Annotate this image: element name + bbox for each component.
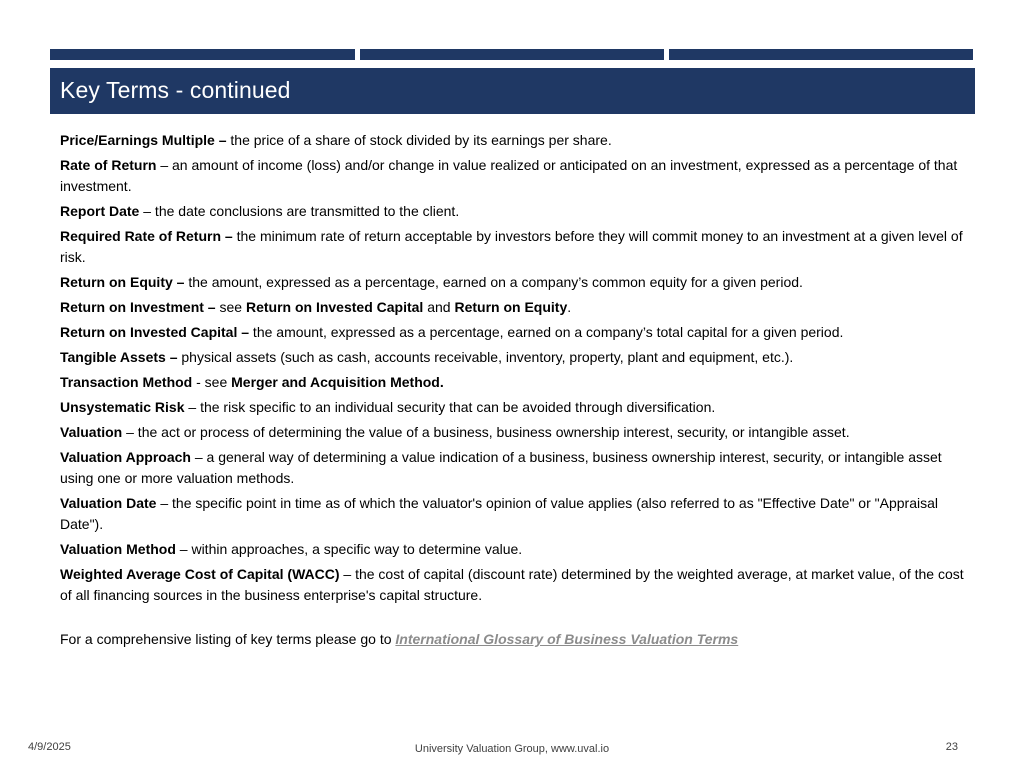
- term-name: Price/Earnings Multiple –: [60, 132, 227, 148]
- term-definition: – a general way of determining a value indication of a business, business ownership interest, security, or intangible asset using one or more valuation methods.: [60, 449, 942, 486]
- term-definition: – the act or process of determining the value of a business, business ownership interest, security, or intangible asset.: [122, 424, 850, 440]
- title-banner: [50, 68, 975, 114]
- page-number: 23: [945, 741, 958, 753]
- term-definition: – within approaches, a specific way to determine value.: [175, 541, 523, 557]
- term-unsystematic-risk: [60, 397, 970, 418]
- term-definition: physical assets (such as cash, accounts receivable, inventory, property, plant and equipment, etc.).: [177, 349, 794, 365]
- term-definition-text: .: [567, 299, 572, 315]
- header-accent-bar-right: [669, 49, 973, 60]
- term-report-date: [60, 201, 970, 222]
- term-return-on-invested-capital: [60, 322, 970, 343]
- term-name: Return on Invested Capital –: [60, 324, 250, 340]
- term-definition: – an amount of income (loss) and/or change in value realized or anticipated on an investment, expressed as a percentage of that investment.: [60, 157, 958, 194]
- term-reference: Merger and Acquisition Method.: [231, 374, 444, 390]
- term-transaction-method: [60, 372, 970, 393]
- term-valuation-method: [60, 539, 970, 560]
- term-definition: – the cost of capital (discount rate) determined by the weighted average, at market value, of the cost of all financing sources in the business enterprise's capital structure.: [60, 566, 964, 603]
- term-definition-text: and: [423, 299, 455, 315]
- term-reference: Return on Equity: [454, 299, 568, 315]
- term-definition-text: - see: [192, 374, 232, 390]
- term-valuation: [60, 422, 970, 443]
- glossary-footnote: [60, 629, 738, 649]
- term-rate-of-return: [60, 155, 970, 197]
- term-name: Valuation: [60, 424, 123, 440]
- term-name: Transaction Method: [60, 374, 193, 390]
- header-accent-bar-left: [50, 49, 355, 60]
- term-definition: the amount, expressed as a percentage, earned on a company’s common equity for a given period.: [184, 274, 803, 290]
- glossary-link[interactable]: International Glossary of Business Valuation Terms: [395, 631, 739, 647]
- term-definition: the amount, expressed as a percentage, earned on a company’s total capital for a given period.: [249, 324, 844, 340]
- term-name: Tangible Assets –: [60, 349, 178, 365]
- term-price-earnings-multiple: [60, 130, 970, 151]
- term-required-rate-of-return: [60, 226, 970, 268]
- term-name: Rate of Return: [60, 157, 157, 173]
- term-definition: – the specific point in time as of which the valuator's opinion of value applies (also referred to as "Effective Date" or "Appraisal Date").: [60, 495, 938, 532]
- footer-organization: University Valuation Group, www.uval.io: [414, 743, 610, 755]
- term-name: Valuation Approach: [60, 449, 191, 465]
- footnote-text: For a comprehensive listing of key terms please go to: [60, 631, 396, 647]
- term-definition: – the date conclusions are transmitted to the client.: [139, 203, 460, 219]
- term-reference: Return on Invested Capital: [245, 299, 424, 315]
- term-name: Return on Equity –: [60, 274, 185, 290]
- term-definition: the price of a share of stock divided by its earnings per share.: [226, 132, 612, 148]
- term-valuation-date: [60, 493, 970, 535]
- term-wacc: [60, 564, 970, 606]
- term-name: Valuation Method: [60, 541, 176, 557]
- key-terms-list: [60, 130, 970, 610]
- header-accent-bar-middle: [360, 49, 664, 60]
- term-name: Required Rate of Return –: [60, 228, 233, 244]
- term-valuation-approach: [60, 447, 970, 489]
- term-tangible-assets: [60, 347, 970, 368]
- term-definition-text: see: [215, 299, 246, 315]
- slide-title: Key Terms - continued: [60, 77, 291, 103]
- term-name: Weighted Average Cost of Capital (WACC): [60, 566, 340, 582]
- term-return-on-equity: [60, 272, 970, 293]
- footer-date: 4/9/2025: [28, 741, 71, 753]
- term-definition: – the risk specific to an individual security that can be avoided through diversification.: [184, 399, 716, 415]
- term-name: Valuation Date: [60, 495, 157, 511]
- term-return-on-investment: [60, 297, 970, 318]
- term-name: Return on Investment –: [60, 299, 216, 315]
- term-name: Unsystematic Risk: [60, 399, 185, 415]
- term-definition: the minimum rate of return acceptable by investors before they will commit money to an investment at a given level of risk.: [60, 228, 963, 265]
- term-name: Report Date: [60, 203, 140, 219]
